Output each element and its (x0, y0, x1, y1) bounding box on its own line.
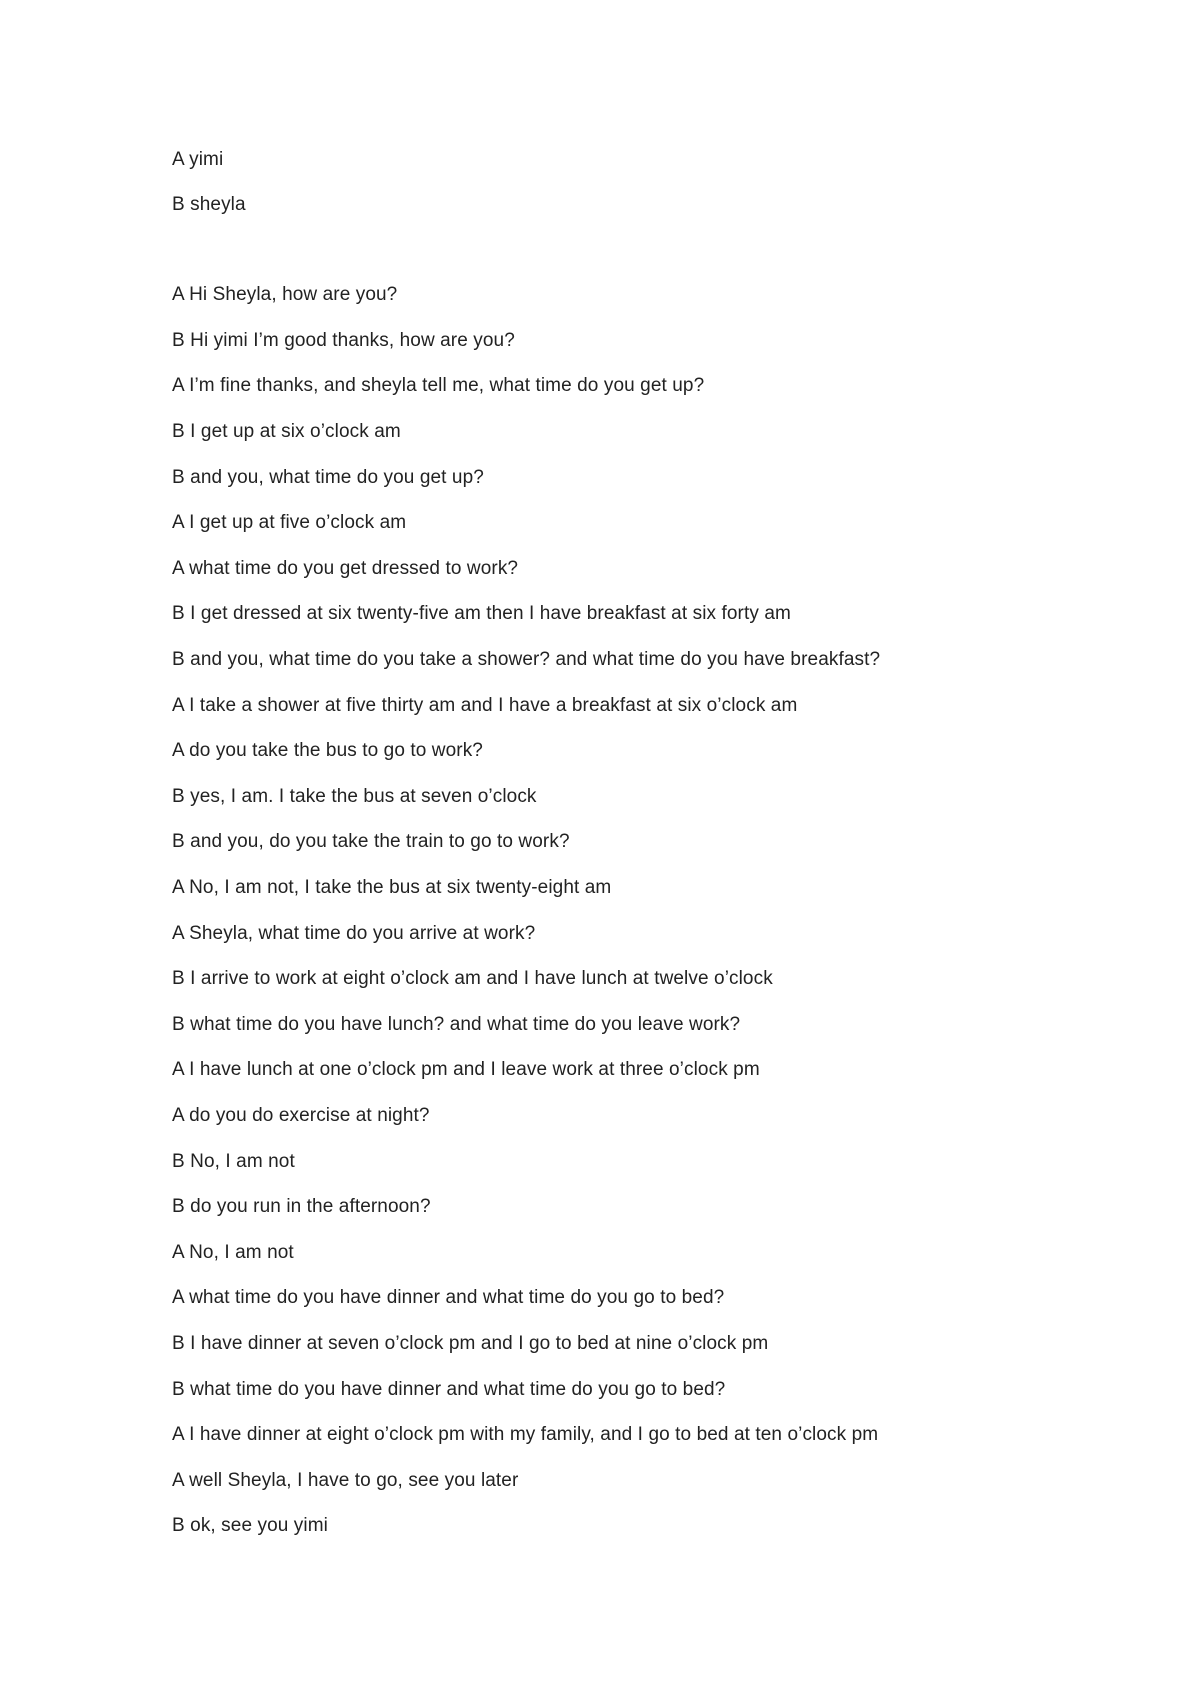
dialogue-line: A Sheyla, what time do you arrive at work? (172, 923, 536, 944)
speaker-a-label: A yimi (172, 149, 224, 170)
dialogue-line: B and you, what time do you get up? (172, 467, 484, 488)
dialogue-line: A Hi Sheyla, how are you? (172, 284, 398, 305)
dialogue-line: A I have dinner at eight o’clock pm with my family, and I go to bed at ten o’clock pm (172, 1424, 879, 1445)
dialogue-line: B do you run in the afternoon? (172, 1196, 431, 1217)
dialogue-line: A do you take the bus to go to work? (172, 740, 483, 761)
dialogue-line: B and you, do you take the train to go to work? (172, 831, 570, 852)
dialogue-line: B I get up at six o’clock am (172, 421, 401, 442)
dialogue-line: B what time do you have lunch? and what time do you leave work? (172, 1014, 741, 1035)
dialogue-line: A do you do exercise at night? (172, 1105, 430, 1126)
dialogue-line: B I have dinner at seven o’clock pm and I go to bed at nine o’clock pm (172, 1333, 769, 1354)
dialogue-line: B Hi yimi I’m good thanks, how are you? (172, 330, 515, 351)
dialogue-line: A No, I am not, I take the bus at six twenty-eight am (172, 877, 612, 898)
dialogue-line: A what time do you have dinner and what time do you go to bed? (172, 1287, 725, 1308)
dialogue-line: B No, I am not (172, 1151, 295, 1172)
dialogue-line: A I get up at five o’clock am (172, 512, 407, 533)
dialogue-line: A well Sheyla, I have to go, see you later (172, 1470, 519, 1491)
dialogue-line: A what time do you get dressed to work? (172, 558, 519, 579)
dialogue-line: A I take a shower at five thirty am and I have a breakfast at six o’clock am (172, 695, 798, 716)
dialogue-line: B I arrive to work at eight o’clock am and I have lunch at twelve o’clock (172, 968, 773, 989)
dialogue-line: A I have lunch at one o’clock pm and I leave work at three o’clock pm (172, 1059, 760, 1080)
dialogue-line: A No, I am not (172, 1242, 294, 1263)
dialogue-line: B I get dressed at six twenty-five am then I have breakfast at six forty am (172, 603, 791, 624)
dialogue-line: B and you, what time do you take a shower? and what time do you have breakfast? (172, 649, 881, 670)
dialogue-line: B what time do you have dinner and what time do you go to bed? (172, 1379, 726, 1400)
dialogue-line: A I’m fine thanks, and sheyla tell me, what time do you get up? (172, 375, 705, 396)
dialogue-line: B yes, I am. I take the bus at seven o’clock (172, 786, 537, 807)
speaker-b-label: B sheyla (172, 194, 246, 215)
dialogue-line: B ok, see you yimi (172, 1515, 328, 1536)
